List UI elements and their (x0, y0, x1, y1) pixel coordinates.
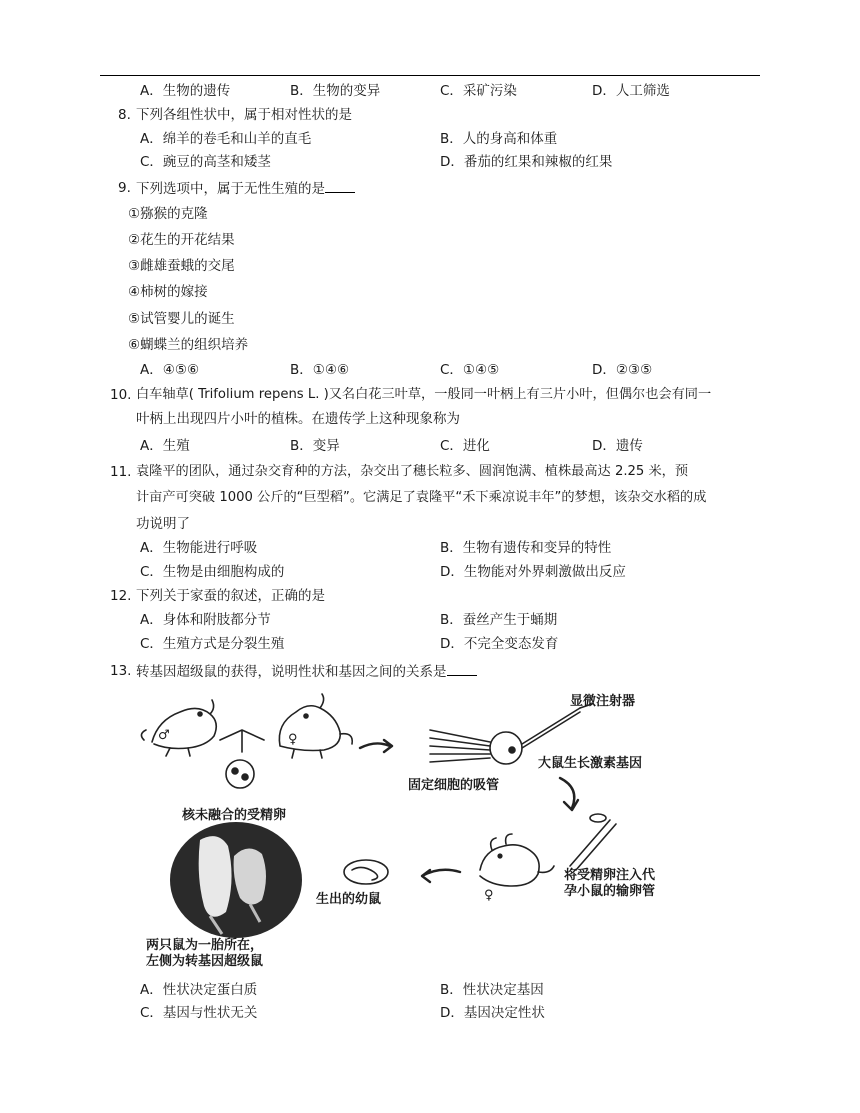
q10-option-c[interactable]: C．进化 (440, 438, 490, 454)
q8-option-b[interactable]: B．人的身高和体重 (440, 131, 558, 147)
q9-option-b[interactable]: B．①④⑥ (290, 362, 350, 378)
micro-injector-label: 显微注射器 (570, 694, 636, 709)
q8-option-c[interactable]: C．豌豆的高茎和矮茎 (140, 154, 271, 170)
q13-option-a[interactable]: A．性状决定蛋白质 (140, 982, 258, 998)
q13-option-b[interactable]: B．性状决定基因 (440, 982, 544, 998)
q9-option-d[interactable]: D．②③⑤ (592, 362, 653, 378)
male-mouse-icon (141, 700, 216, 756)
q12-option-a[interactable]: A．身体和附肢都分节 (140, 612, 271, 628)
q13-stem: 转基因超级鼠的获得，说明性状和基因之间的关系是 (136, 664, 447, 680)
q13-option-c[interactable]: C．基因与性状无关 (140, 1005, 258, 1021)
q10-number: 10. (110, 387, 132, 403)
q11-stem-line-1: 袁隆平的团队，通过杂交育种的方法，杂交出了穗长粒多、圆润饱满、植株最高达 2.25 米，预 (136, 464, 689, 479)
q8-option-a[interactable]: A．绵羊的卷毛和山羊的直毛 (140, 131, 312, 147)
q9-number: 9. (118, 180, 131, 196)
q10-option-a[interactable]: A．生殖 (140, 438, 190, 454)
q10-option-b[interactable]: B．变异 (290, 438, 340, 454)
female-symbol: ♀ (288, 732, 298, 747)
q9-item-2: ②花生的开花结果 (128, 232, 235, 248)
q7-option-b[interactable]: B．生物的变异 (290, 83, 381, 99)
answer-blank[interactable] (325, 178, 355, 193)
q7-option-a[interactable]: A．生物的遗传 (140, 83, 231, 99)
q8-stem: 下列各组性状中，属于相对性状的是 (136, 107, 352, 123)
q9-item-6: ⑥蝴蝶兰的组织培养 (128, 337, 249, 353)
q10-stem-line-2: 叶柄上出现四片小叶的植株。在遗传学上这种现象称为 (136, 411, 460, 427)
q12-number: 12. (110, 588, 132, 604)
q9-option-a[interactable]: A．④⑤⑥ (140, 362, 200, 378)
mouse-photo (170, 822, 302, 938)
header-rule (100, 75, 760, 76)
transgenic-mouse-diagram (140, 690, 700, 970)
q11-stem-line-3: 功说明了 (136, 516, 190, 532)
q12-stem: 下列关于家蚕的叙述，正确的是 (136, 588, 325, 604)
q9-item-1: ①猕猴的克隆 (128, 206, 208, 222)
baby-mice-label: 生出的幼鼠 (316, 892, 382, 907)
q8-number: 8. (118, 107, 131, 123)
q11-option-a[interactable]: A．生物能进行呼吸 (140, 540, 258, 556)
microinjection-icon (430, 704, 592, 764)
q12-option-c[interactable]: C．生殖方式是分裂生殖 (140, 636, 285, 652)
q11-stem-line-2: 计亩产可突破 1000 公斤的“巨型稻”。它满足了袁隆平“禾下乘凉说丰年”的梦想，该杂交水稻的成 (136, 490, 707, 505)
q11-option-d[interactable]: D．生物能对外界刺激做出反应 (440, 564, 626, 580)
q11-option-b[interactable]: B．生物有遗传和变异的特性 (440, 540, 612, 556)
pipette-label: 固定细胞的吸管 (408, 778, 500, 793)
surrogate-mouse-icon (480, 834, 554, 886)
q13-number: 13. (110, 663, 132, 679)
fertilized-egg-icon (226, 760, 254, 788)
caption-line-2: 左侧为转基因超级鼠 (146, 954, 264, 969)
gene-label: 大鼠生长激素基因 (538, 756, 643, 771)
caption-line-1: 两只鼠为一胎所在， (146, 938, 264, 953)
answer-blank[interactable] (447, 661, 477, 676)
q12-option-b[interactable]: B．蚕丝产生于蛹期 (440, 612, 558, 628)
q11-number: 11. (110, 464, 132, 480)
q9-option-c[interactable]: C．①④⑤ (440, 362, 500, 378)
q10-stem-line-1: 白车轴草( Trifolium repens L. )又名白花三叶草，一般同一叶柄上有三片小叶，但偶尔也会有同一 (136, 387, 712, 402)
q9-item-4: ④柿树的嫁接 (128, 284, 208, 300)
q12-option-d[interactable]: D．不完全变态发育 (440, 636, 559, 652)
surrogate-female-symbol: ♀ (484, 888, 494, 903)
diagram-drawing (140, 690, 700, 970)
inject-label-2: 孕小鼠的输卵管 (564, 884, 656, 899)
q9-stem: 下列选项中，属于无性生殖的是 (136, 181, 325, 197)
baby-mice-icon (344, 860, 388, 884)
q10-option-d[interactable]: D．遗传 (592, 438, 643, 454)
q7-option-c[interactable]: C．采矿污染 (440, 83, 517, 99)
q7-option-d[interactable]: D．人工筛选 (592, 83, 670, 99)
egg-label: 核未融合的受精卵 (182, 808, 287, 823)
q9-item-3: ③雌雄蚕蛾的交尾 (128, 258, 235, 274)
q13-option-d[interactable]: D．基因决定性状 (440, 1005, 545, 1021)
female-mouse-icon (279, 694, 352, 758)
q8-option-d[interactable]: D．番茄的红果和辣椒的红果 (440, 154, 613, 170)
q9-stem-row (136, 178, 355, 199)
q13-stem-row (136, 661, 477, 682)
q9-item-5: ⑤试管婴儿的诞生 (128, 311, 235, 327)
q11-option-c[interactable]: C．生物是由细胞构成的 (140, 564, 285, 580)
male-symbol: ♂ (158, 728, 170, 743)
inject-label-1: 将受精卵注入代 (564, 868, 656, 883)
